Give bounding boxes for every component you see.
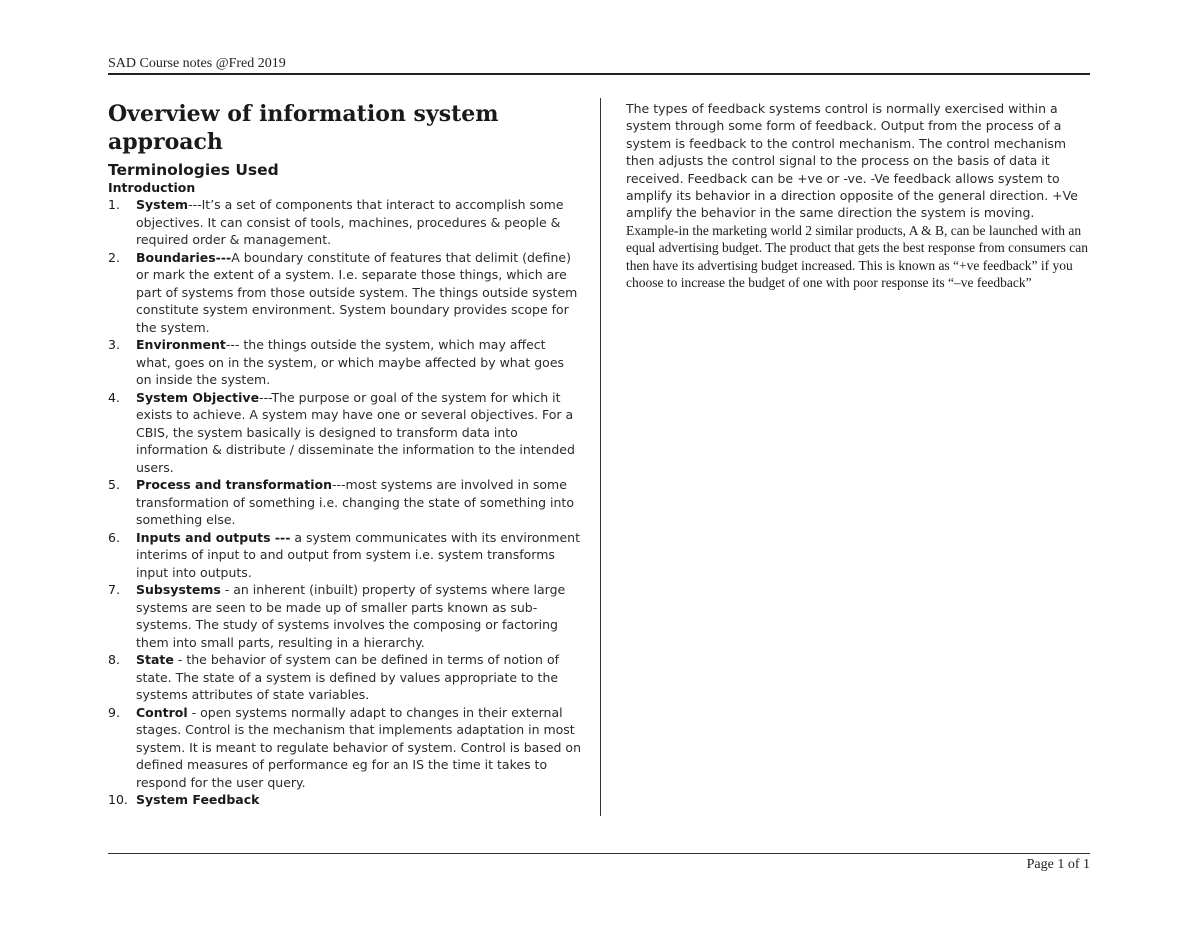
item-text: ---most systems are involved in some transformation of something i.e. changing the state of something into something else. xyxy=(136,477,574,527)
item-term: System Objective xyxy=(136,389,260,405)
list-item xyxy=(108,336,583,389)
list-item xyxy=(108,704,583,792)
list-item xyxy=(108,249,583,337)
item-text: --- the things outside the system, which may affect what, goes on in the system, or which maybe affected by what goes on inside the system. xyxy=(136,337,565,387)
item-text: A boundary constitute of features that delimit (define) or mark the extent of a system. I.e. separate those things, which are part of systems from those outside system. The things outside system constitute system environment. System boundary provides scope for the system. xyxy=(136,249,578,335)
item-term: System xyxy=(136,197,189,212)
item-text: ---It’s a set of components that interact to accomplish some objectives. It can consist of tools, machines, procedures & people & required order & management. xyxy=(136,197,564,247)
item-number: 10. xyxy=(108,792,128,807)
terminology-list xyxy=(108,196,583,809)
item-text: - open systems normally adapt to changes in their external stages. Control is the mechanism that implements adaptation in most system. It is meant to regulate behavior of system. Control is based on defined measures of performance eg for an IS the time it takes to respond for the user query. xyxy=(136,704,582,790)
item-number: 5. xyxy=(108,477,120,492)
item-text: - an inherent (inbuilt) property of systems where large systems are seen to be made up of smaller parts known as sub-systems. The study of systems involves the composing or factoring them into small parts, resulting in a hierarchy. xyxy=(136,582,566,650)
item-number: 1. xyxy=(108,197,120,212)
item-number: 2. xyxy=(108,249,120,265)
item-term: Environment xyxy=(136,337,226,352)
left-column xyxy=(108,100,583,809)
item-number: 9. xyxy=(108,704,120,720)
item-term: Subsystems xyxy=(136,582,221,597)
item-number: 8. xyxy=(108,652,120,667)
footer-rule xyxy=(108,853,1090,854)
list-item xyxy=(108,581,583,651)
list-item xyxy=(108,529,583,582)
header-rule xyxy=(108,73,1090,75)
page-header: SAD Course notes @Fred 2019 xyxy=(108,56,286,71)
item-text: a system communicates with its environment interims of input to and output from system i.e. system transforms input into outputs. xyxy=(136,529,580,580)
list-item xyxy=(108,196,583,249)
list-item xyxy=(108,476,583,529)
example-paragraph: Example-in the marketing world 2 similar products, A & B, can be launched with an equal advertising budget. The product that gets the best response from consumers can then have its advertising budget increased. This is known as “+ve feedback” if you choose to increase the budget of one with poor response its “–ve feedback” xyxy=(626,222,1088,291)
item-term: Process and transformation xyxy=(136,477,332,492)
intro-heading: Introduction xyxy=(108,180,196,195)
item-term: Boundaries--- xyxy=(136,249,232,265)
page-title: Overview of information system approach xyxy=(108,101,499,155)
page-footer: Page 1 of 1 xyxy=(1026,857,1090,872)
list-item xyxy=(108,651,583,704)
section-subtitle: Terminologies Used xyxy=(108,161,279,179)
list-item xyxy=(108,791,583,809)
item-text: ---The purpose or goal of the system for which it exists to achieve. A system may have one or several objectives. For a CBIS, the system basically is designed to transform data into information & distribute / disseminate the information to the intended users. xyxy=(136,389,575,475)
item-term: System Feedback xyxy=(136,792,260,807)
item-number: 3. xyxy=(108,337,120,352)
item-number: 7. xyxy=(108,582,120,597)
item-number: 6. xyxy=(108,529,120,545)
item-number: 4. xyxy=(108,389,120,405)
right-column xyxy=(626,100,1092,292)
list-item xyxy=(108,389,583,477)
item-term: State xyxy=(136,652,174,667)
feedback-paragraph: The types of feedback systems control is normally exercised within a system through some form of feedback. Output from the process of a system is feedback to the control mechanism. The control mechanism then adjusts the control signal to the process on the basis of data it received. Feedback can be +ve or -ve. -Ve feedback allows system to amplify its behavior in a direction opposite of the general direction. +Ve amplify the behavior in the same direction the system is moving. xyxy=(626,101,1078,221)
column-divider xyxy=(600,98,601,816)
item-term: Inputs and outputs --- xyxy=(136,529,291,545)
item-text: - the behavior of system can be defined in terms of notion of state. The state of a system is defined by values appropriate to the systems attributes of state variables. xyxy=(136,652,559,702)
item-term: Control xyxy=(136,704,188,720)
